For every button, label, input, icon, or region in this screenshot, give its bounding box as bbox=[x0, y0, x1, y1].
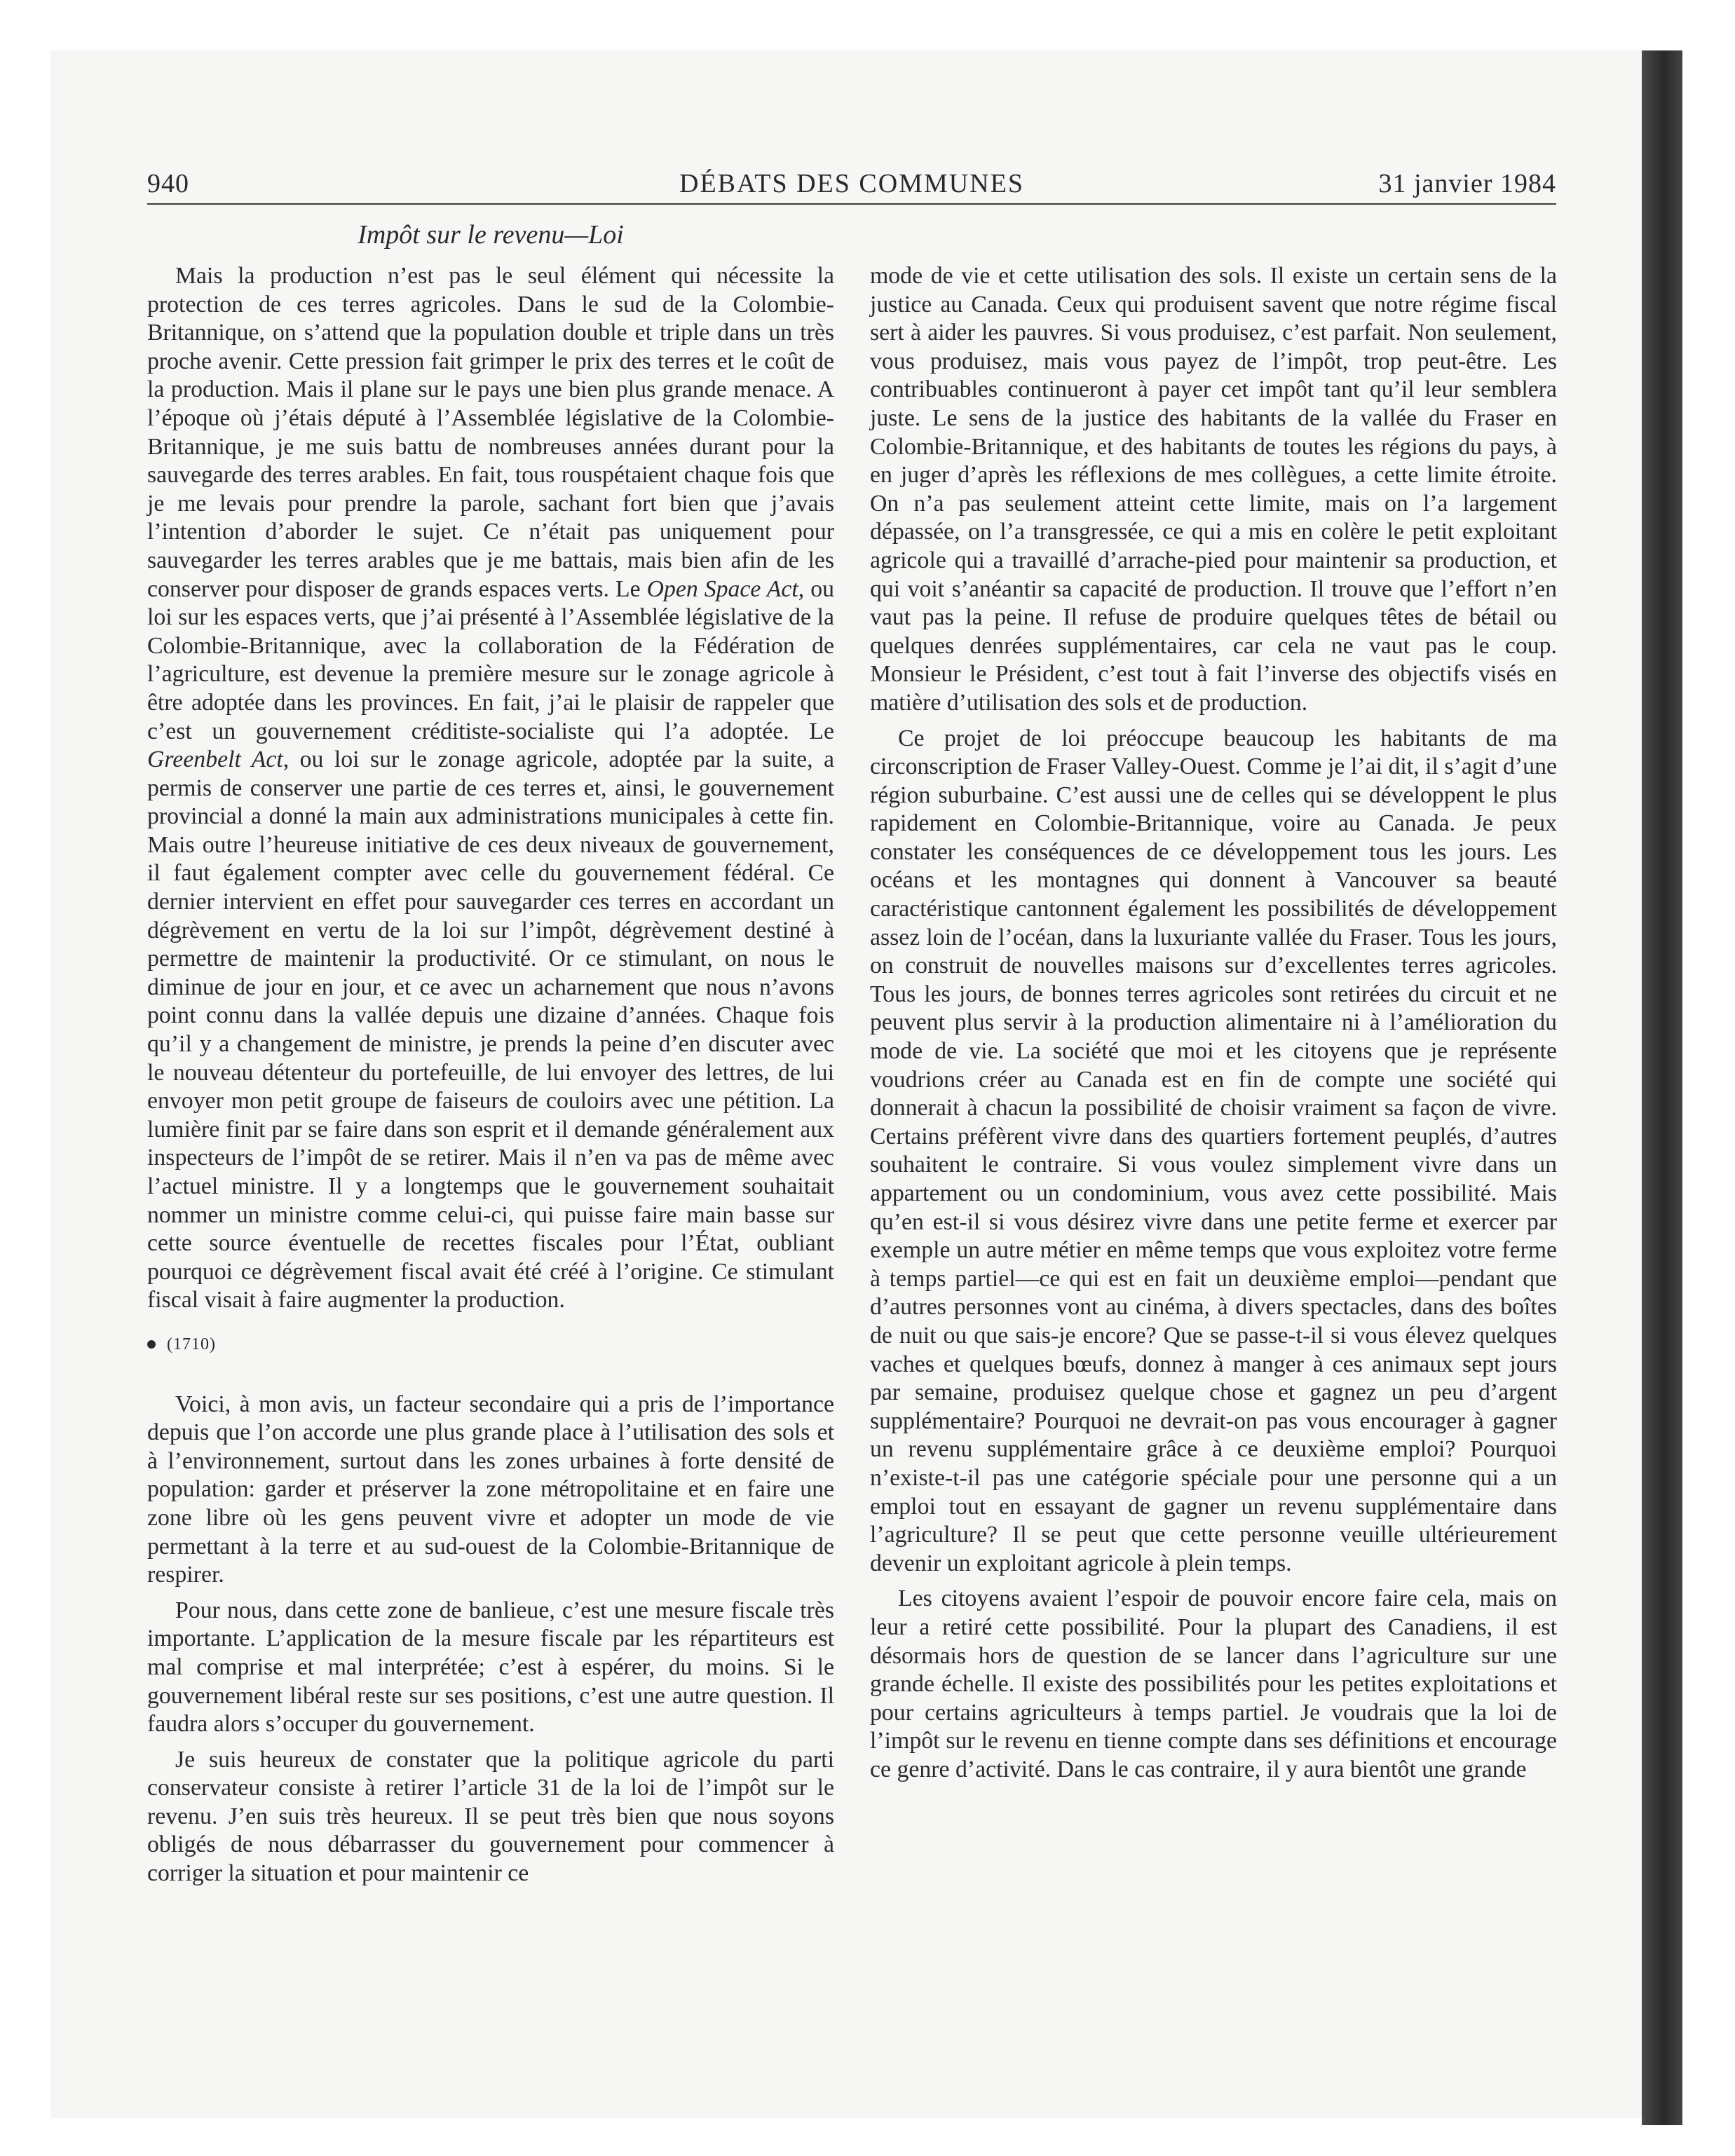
right-column bbox=[870, 262, 1557, 1791]
bullet-icon bbox=[147, 1340, 156, 1349]
page-date: 31 janvier 1984 bbox=[1378, 169, 1556, 198]
left-column bbox=[147, 262, 834, 1895]
time-marker bbox=[147, 1330, 834, 1359]
paragraph: Voici, à mon avis, un facteur secondaire qui a pris de l’importance depuis que l’on accorde une plus grande place à l’utilisation des sols et à l’environnement, surtout dans les zones urbaines à forte densité de population: garder et préserver la zone métropolitaine et en faire une zone libre où les gens peuvent vivre et adopter un mode de vie permettant à la terre et au sud-ouest de la Colombie-Britannique de respirer. bbox=[147, 1391, 834, 1588]
act-title: Greenbelt Act bbox=[147, 746, 283, 773]
scan-edge-bar bbox=[1642, 50, 1682, 2125]
paragraph: Mais la production n’est pas le seul élément qui nécessite la protection de ces terres agricoles. Dans le sud de la Colombie-Britannique, on s’attend que la population double et triple dans un très proche avenir. Cette pression fait grimper le prix des terres et le coût de la production. Mais il plane sur le pays une bien plus grande menace. A l’époque où j’étais député à l’Assemblée législative de la Colombie-Britannique, je me suis battu de nombreuses années durant pour la sauvegarde des terres arables. En fait, tous rouspétaient chaque fois que je me levais pour prendre la parole, sachant fort bien que j’avais l’intention d’aborder le sujet. Ce n’était pas uniquement pour sauvegarder les terres arables que je me battais, mais bien afin de les conserver pour disposer de grands espaces verts. Le Open Space Act, ou loi sur les espaces verts, que j’ai présenté à l’Assemblée législative de la Colombie-Britannique, avec la collaboration de la Fédération de l’agriculture, est devenue la première mesure sur le zonage agricole à être adoptée dans les provinces. En fait, j’ai le plaisir de rappeler que c’est un gouvernement créditiste-socialiste qui l’a adoptée. Le Greenbelt Act, ou loi sur le zonage agricole, adoptée par la suite, a permis de conserver une partie de ces terres et, ainsi, le gouvernement provincial a donné la main aux administrations municipales à cette fin. Mais outre l’heureuse initiative de ces deux niveaux de gouvernement, il faut également compter avec celle du gouvernement fédéral. Ce dernier intervient en effet pour sauvegarder ces terres en accordant un dégrèvement en vertu de la loi sur l’impôt, dégrèvement destiné à permettre de maintenir la productivité. Or ce stimulant, on nous le diminue de jour en jour, et ce avec un acharnement que nous n’avons point connu dans la vallée depuis une dizaine d’années. Chaque fois qu’il y a changement de ministre, je prends la peine d’en discuter avec le nouveau détenteur du portefeuille, de lui envoyer des lettres, de lui envoyer mon petit groupe de faiseurs de couloirs avec une pétition. La lumière finit par se faire dans son esprit et il demande généralement aux inspecteurs de l’impôt de se retirer. Mais il n’en va pas de même avec l’actuel ministre. Il y a longtemps que le gouvernement souhaitait nommer un ministre comme celui-ci, qui puisse faire main basse sur cette source éventuelle de recettes fiscales pour l’État, oubliant pourquoi ce dégrèvement fiscal avait été créé à l’origine. Ce stimulant fiscal visait à faire augmenter la production. bbox=[147, 263, 834, 1314]
paragraph: Les citoyens avaient l’espoir de pouvoir encore faire cela, mais on leur a retiré cette possibilité. Pour la plupart des Canadiens, il est désormais hors de question de se lancer dans l’agriculture sur une grande échelle. Il existe des possibilités pour les petites exploitations et pour certains agriculteurs à temps partiel. Je voudrais que la loi de l’impôt sur le revenu en tienne compte dans ses définitions et encourage ce genre d’activité. Dans le cas contraire, il y aura bientôt une grande bbox=[870, 1585, 1557, 1782]
paragraph: mode de vie et cette utilisation des sols. Il existe un certain sens de la justice au Canada. Ceux qui produisent savent que notre régime fiscal sert à aider les pauvres. Si vous produisez, c’est parfait. Non seulement, vous produisez, mais vous payez de l’impôt, trop peut-être. Les contribuables continueront à payer cet impôt tant qu’il leur semblera juste. Le sens de la justice des habitants de la vallée du Fraser en Colombie-Britannique, et des habitants de toutes les régions du pays, à en juger d’après les réflexions de mes collègues, a cette limite étroite. On n’a pas seulement atteint cette limite, mais on l’a largement dépassée, on l’a transgressée, ce qui a mis en colère le petit exploitant agricole qui a travaillé d’arrache-pied pour maintenir sa production, et qui voit s’anéantir sa capacité de production. Il trouve que l’effort n’en vaut pas la peine. Il refuse de produire quelques têtes de bétail ou quelques denrées supplémentaires, car cela ne vaut pas le coup. Monsieur le Président, c’est tout à fait l’inverse des objectifs visés en matière d’utilisation des sols et de production. bbox=[870, 263, 1557, 716]
time-marker-text: (1710) bbox=[167, 1335, 216, 1353]
act-title: Open Space Act bbox=[646, 575, 798, 602]
header-rule bbox=[147, 203, 1556, 205]
publication-title: DÉBATS DES COMMUNES bbox=[679, 169, 1024, 198]
paragraph: Je suis heureux de constater que la politique agricole du parti conservateur consiste à retirer l’article 31 de la loi de l’impôt sur le revenu. J’en suis très heureux. Il se peut très bien que nous soyons obligés de nous débarrasser du gouvernement pour commencer à corriger la situation et pour maintenir ce bbox=[147, 1746, 834, 1887]
page-header bbox=[147, 163, 1556, 205]
paragraph: Pour nous, dans cette zone de banlieue, c’est une mesure fiscale très importante. L’application de la mesure fiscale par les répartiteurs est mal comprise et mal interprétée; c’est à espérer, du moins. Si le gouvernement libéral reste sur ses positions, c’est une autre question. Il faudra alors s’occuper du gouvernement. bbox=[147, 1597, 834, 1738]
subject-heading: Impôt sur le revenu—Loi bbox=[358, 220, 624, 250]
page-number: 940 bbox=[147, 169, 189, 198]
paragraph: Ce projet de loi préoccupe beaucoup les habitants de ma circonscription de Fraser Valley-Ouest. Comme je l’ai dit, il s’agit d’une région suburbaine. C’est aussi une de celles qui se développent le plus rapidement en Colombie-Britannique, voire au Canada. Je peux constater les conséquences de ce développement tous les jours. Les océans et les montagnes qui donnent à Vancouver sa beauté caractéristique cantonnent également les possibilités de développement assez loin de l’océan, dans la luxuriante vallée du Fraser. Tous les jours, on construit de nouvelles maisons sur d’excellentes terres agricoles. Tous les jours, de bonnes terres agricoles sont retirées du circuit et ne peuvent plus servir à la production alimentaire ni à l’amélioration du mode de vie. La société que moi et les citoyens que je représente voudrions créer au Canada est en fin de compte une société qui donnerait à chacun la possibilité de choisir vraiment sa façon de vivre. Certains préfèrent vivre dans des quartiers fortement peuplés, d’autres souhaitent le contraire. Si vous voulez simplement vivre dans un appartement ou un condominium, vous avez cette possibilité. Mais qu’en est-il si vous désirez vivre dans une petite ferme et exercer par exemple un autre métier en même temps que vous exploitez votre ferme à temps partiel—ce qui est en fait un deuxième emploi—pendant que d’autres personnes vont au cinéma, à divers spectacles, dans des boîtes de nuit ou que sais-je encore? Que se passe-t-il si vous élevez quelques vaches et quelques bœufs, donnez à manger à ces animaux sept jours par semaine, produisez quelque chose et gagnez un peu d’argent supplémentaire? Pourquoi ne devrait-on pas vous encourager à gagner un revenu supplémentaire grâce à ce deuxième emploi? Pourquoi n’existe-t-il pas une catégorie spéciale pour une personne qui a un emploi tout en essayant de gagner un revenu supplémentaire dans l’agriculture? Il se peut que cette personne veuille ultérieurement devenir un exploitant agricole à plein temps. bbox=[870, 725, 1557, 1576]
